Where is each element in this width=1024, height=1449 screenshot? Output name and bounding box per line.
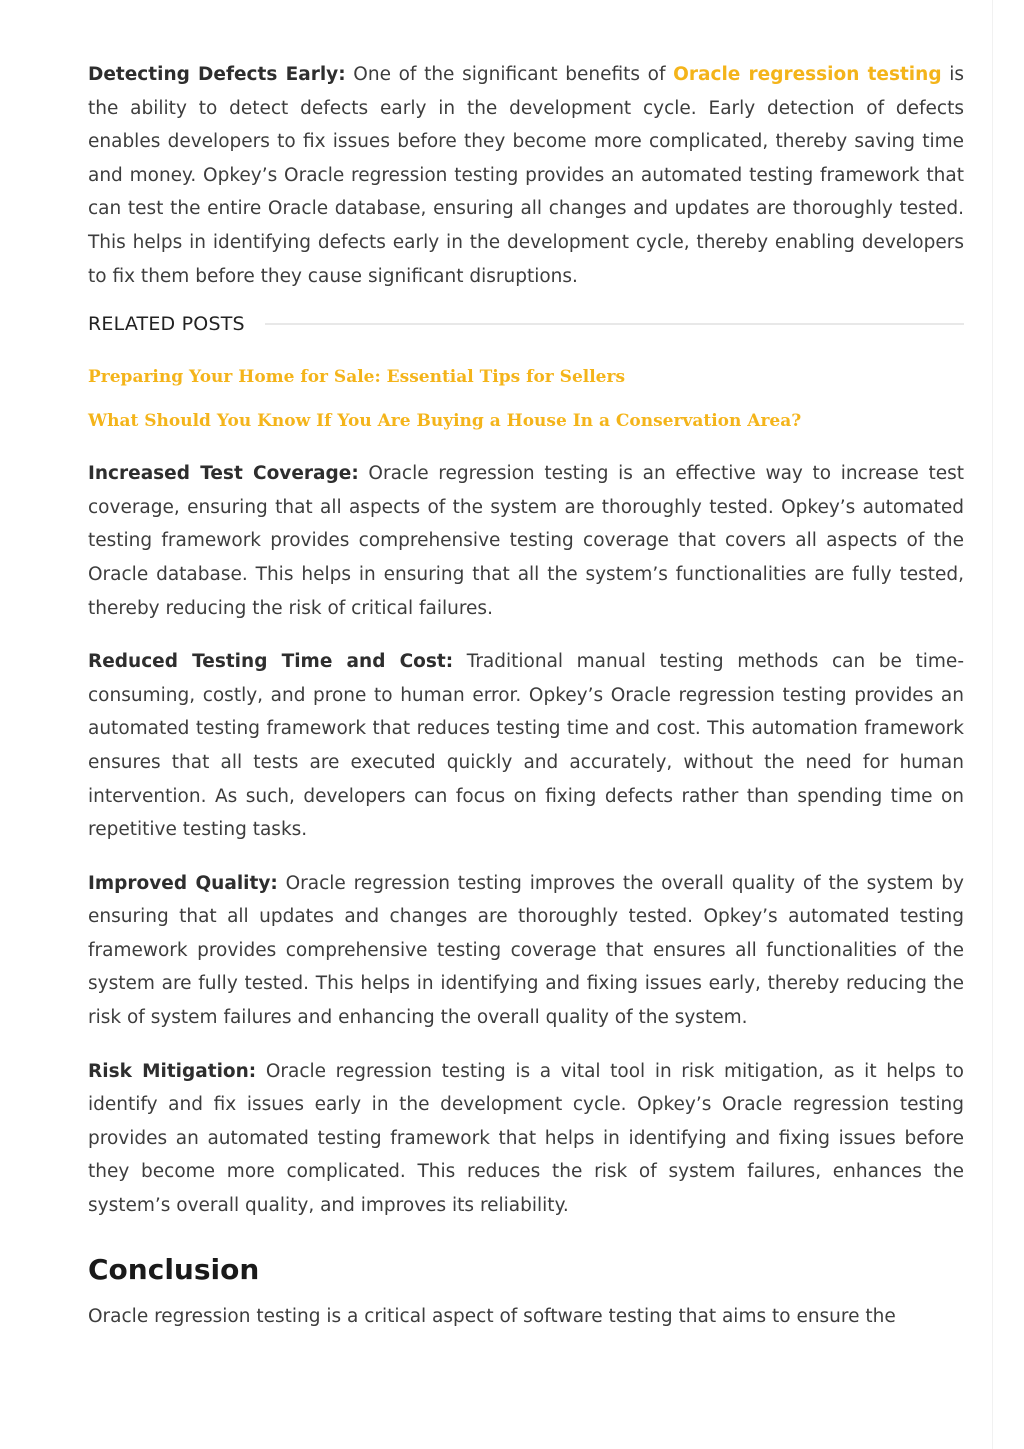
paragraph-detecting-defects — [88, 58, 964, 293]
oracle-regression-testing-link[interactable]: Oracle regression testing — [673, 64, 942, 85]
related-posts-divider — [265, 323, 964, 325]
paragraph-improved-quality — [88, 867, 964, 1035]
paragraph-test-coverage — [88, 457, 964, 625]
paragraph-text: One of the significant benefits of — [345, 64, 674, 85]
paragraph-text: Oracle regression testing is a vital tool in risk mitigation, as it helps to identify and fix issues early in the development cycle. Opkey’s Oracle regression testing provides an automated testing framework that helps in identifying and fixing issues before they become more complicated. This reduces the risk of system failures, enhances the system’s overall quality, and improves its reliability. — [88, 1060, 965, 1217]
paragraph-text: Oracle regression testing is an effective way to increase test coverage, ensuring that all aspects of the system are thoroughly tested. Opkey’s automated testing framework provides comprehensive testing coverage that covers all aspects of the Oracle database. This helps in ensuring that all the system’s functionalities are fully tested, thereby reducing the risk of critical failures. — [88, 463, 964, 619]
article-body — [88, 58, 964, 1353]
paragraph-testing-time-cost — [88, 645, 964, 847]
paragraph-label: Detecting Defects Early: — [88, 64, 346, 85]
page-edge-divider — [992, 0, 993, 1449]
paragraph-text: is the ability to detect defects early in the development cycle. Early detection of defects enables developers to fix issues before they become more complicated, thereby saving time and money. Opkey’s Oracle regression testing provides an automated testing framework that can test the entire Oracle database, ensuring all changes and updates are thoroughly tested. This helps in identifying defects early in the development cycle, thereby enabling developers to fix them before they cause significant disruptions. — [88, 64, 964, 287]
related-posts-list — [88, 365, 964, 433]
paragraph-label: Improved Quality: — [88, 872, 278, 894]
paragraph-text: Oracle regression testing improves the overall quality of the system by ensuring that all updates and changes are thoroughly tested. Opkey’s automated testing framework provides comprehensive testing coverage that ensures all functionalities of the system are fully tested. This helps in identifying and fixing issues early, thereby reducing the risk of system failures and enhancing the overall quality of the system. — [88, 872, 964, 1029]
paragraph-text: Oracle regression testing is a critical aspect of software testing that aims to ensure the — [88, 1305, 896, 1327]
related-post-link[interactable]: Preparing Your Home for Sale: Essential Tips for Sellers — [88, 367, 626, 388]
conclusion-heading: Conclusion — [88, 1252, 260, 1286]
paragraph-risk-mitigation — [88, 1055, 964, 1223]
paragraph-conclusion — [88, 1300, 964, 1334]
paragraph-label: Reduced Testing Time and Cost: — [88, 651, 454, 673]
paragraph-label: Increased Test Coverage: — [88, 463, 359, 485]
paragraph-label: Risk Mitigation: — [88, 1060, 257, 1082]
related-posts-header — [88, 313, 964, 335]
related-posts-title: RELATED POSTS — [88, 313, 245, 336]
related-post-link[interactable]: What Should You Know If You Are Buying a House In a Conservation Area? — [88, 411, 802, 432]
paragraph-text: Traditional manual testing methods can be time-consuming, costly, and prone to human error. Opkey’s Oracle regression testing provides an automated testing framework that reduces testing time and cost. This automation framework ensures that all tests are executed quickly and accurately, without the need for human intervention. As such, developers can focus on fixing defects rather than spending time on repetitive testing tasks. — [88, 651, 964, 841]
